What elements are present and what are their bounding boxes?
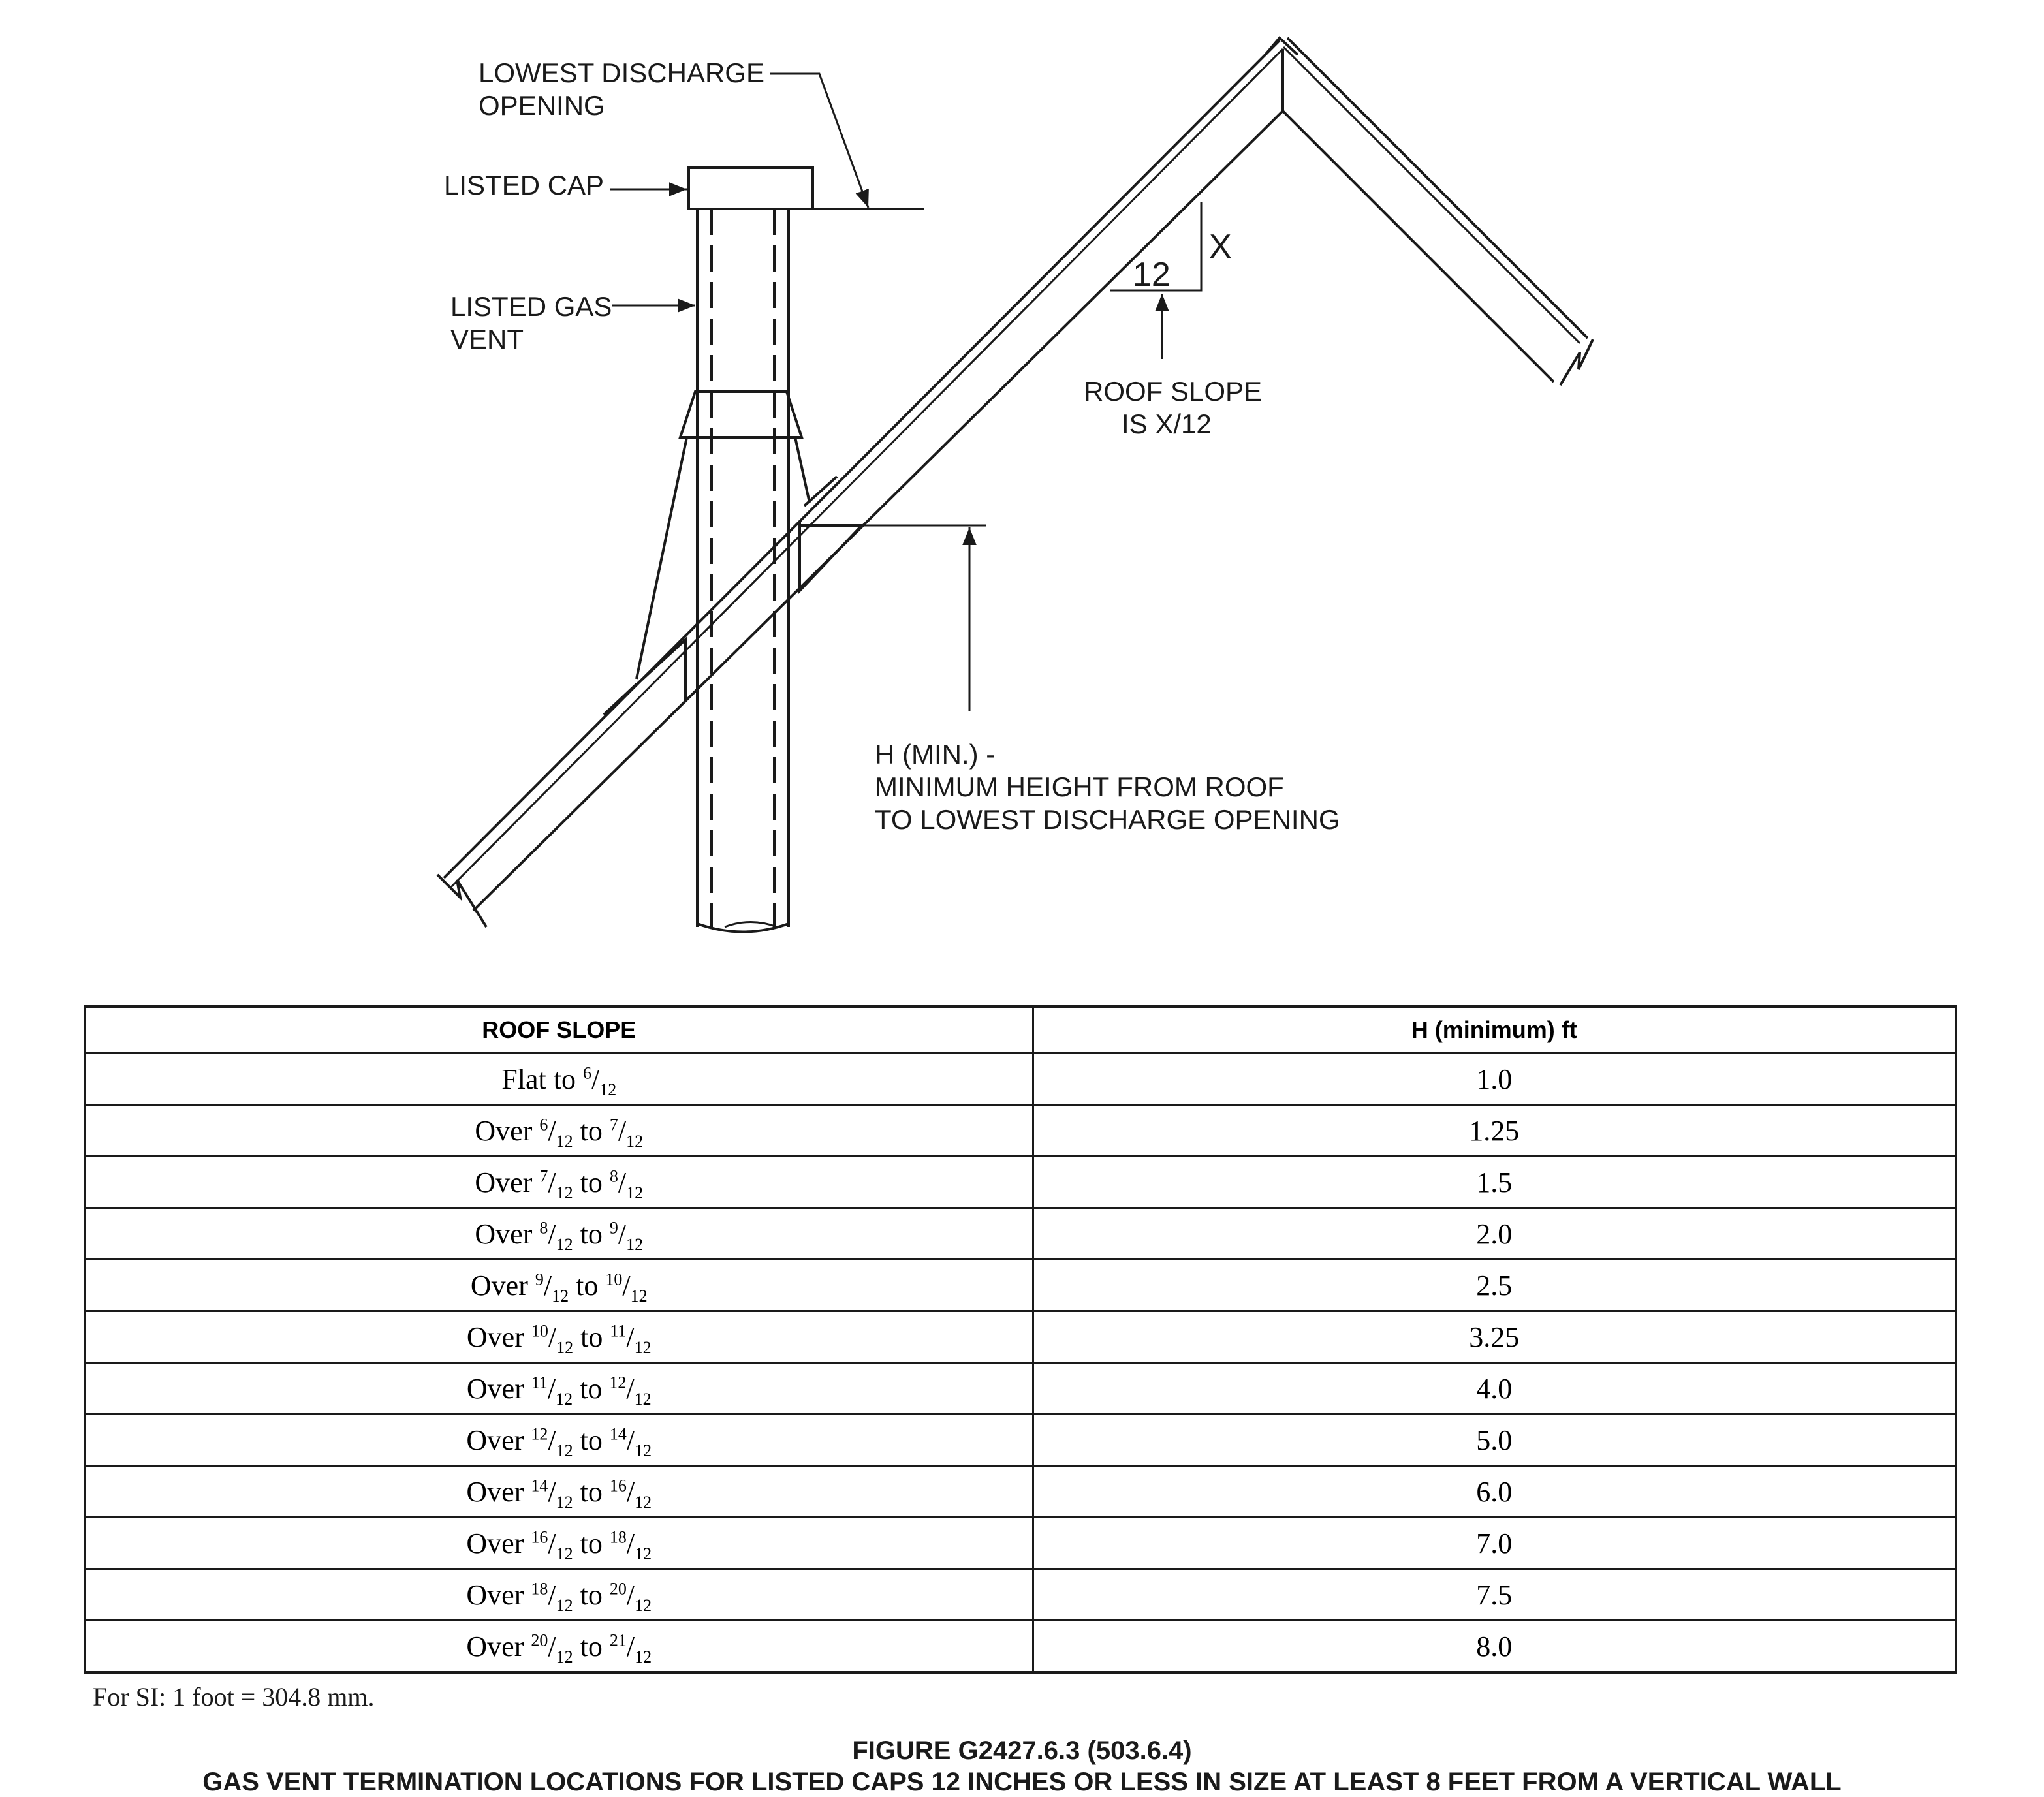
roof-slope-cell: Over $^{11}/_{12}$ to $^{12}/_{12}$ <box>85 1363 1033 1414</box>
slope-from-numerator: 12 <box>531 1424 548 1443</box>
h-minimum-cell: 1.25 <box>1033 1105 1956 1157</box>
listed-gas-vent <box>697 209 789 932</box>
slope-to-denominator: 12 <box>626 1131 644 1151</box>
table-row <box>85 1157 1956 1208</box>
slope-to-numerator: 10 <box>605 1269 623 1289</box>
roof-slope-cell: Over $^{16}/_{12}$ to $^{18}/_{12}$ <box>85 1518 1033 1569</box>
slope-to-numerator: 6 <box>582 1063 591 1082</box>
slope-from-denominator: 12 <box>556 1234 573 1254</box>
slope-to-denominator: 12 <box>635 1492 652 1512</box>
h-minimum-cell: 6.0 <box>1033 1466 1956 1518</box>
slope-prefix: Over <box>466 1527 524 1559</box>
slope-from-numerator: 6 <box>539 1114 548 1134</box>
slope-prefix: Over <box>466 1372 524 1405</box>
slope-from-numerator: 11 <box>531 1372 548 1392</box>
table-row <box>85 1569 1956 1621</box>
slope-from-denominator: 12 <box>556 1131 573 1151</box>
roof-slope-cell: Over $^8/_{12}$ to $^9/_{12}$ <box>85 1208 1033 1260</box>
slope-prefix: Over <box>475 1217 533 1250</box>
h-minimum-cell: 1.5 <box>1033 1157 1956 1208</box>
slope-from-numerator: 10 <box>531 1320 548 1340</box>
label-roof-slope: ROOF SLOPE <box>1084 376 1263 407</box>
si-note: For SI: 1 foot = 304.8 mm. <box>93 1682 375 1711</box>
slope-prefix: Over <box>466 1630 524 1663</box>
slope-to-numerator: 20 <box>609 1578 627 1598</box>
slope-to-numerator: 14 <box>609 1424 627 1443</box>
slope-to-numerator: 11 <box>610 1320 627 1340</box>
slope-from-numerator: 18 <box>531 1578 548 1598</box>
table-row <box>85 1105 1956 1157</box>
slope-from-denominator: 12 <box>552 1286 569 1305</box>
label-h-min-2: MINIMUM HEIGHT FROM ROOF <box>875 772 1284 802</box>
table-row <box>85 1260 1956 1311</box>
h-minimum-cell: 3.25 <box>1033 1311 1956 1363</box>
label-h-min-3: TO LOWEST DISCHARGE OPENING <box>875 804 1340 835</box>
table-row <box>85 1054 1956 1105</box>
slope-from-denominator: 12 <box>556 1337 574 1357</box>
slope-prefix: Flat to <box>501 1063 576 1095</box>
table-row <box>85 1621 1956 1673</box>
roof-slope-cell: Over $^7/_{12}$ to $^8/_{12}$ <box>85 1157 1033 1208</box>
roof-slope-cell: Flat to $^6/_{12}$ <box>85 1054 1033 1105</box>
slope-to-denominator: 12 <box>626 1183 644 1202</box>
slope-to-denominator: 12 <box>635 1595 652 1615</box>
h-minimum-cell: 2.0 <box>1033 1208 1956 1260</box>
listed-cap <box>689 168 813 209</box>
slope-prefix: Over <box>475 1166 533 1198</box>
slope-prefix: Over <box>466 1475 524 1508</box>
slope-from-denominator: 12 <box>556 1389 573 1409</box>
h-minimum-cell: 2.5 <box>1033 1260 1956 1311</box>
slope-to-denominator: 12 <box>626 1234 644 1254</box>
slope-from-denominator: 12 <box>556 1647 573 1666</box>
slope-prefix: Over <box>466 1424 524 1456</box>
slope-from-numerator: 20 <box>531 1630 548 1649</box>
roof-slope-cell: Over $^{12}/_{12}$ to $^{14}/_{12}$ <box>85 1414 1033 1466</box>
slope-to-numerator: 18 <box>609 1527 627 1546</box>
table-row <box>85 1208 1956 1260</box>
figure-title: GAS VENT TERMINATION LOCATIONS FOR LISTED CAPS 12 INCHES OR LESS IN SIZE AT LEAST 8 FEET FROM A VERTICAL WALL <box>202 1768 1842 1796</box>
slope-prefix: Over <box>475 1114 533 1147</box>
figure-number: FIGURE G2427.6.3 (503.6.4) <box>852 1736 1192 1765</box>
table-row <box>85 1311 1956 1363</box>
slope-from-numerator: 8 <box>539 1217 548 1237</box>
slope-to-numerator: 16 <box>609 1475 627 1495</box>
slope-to-numerator: 9 <box>609 1217 618 1237</box>
header-h-minimum: H (minimum) ft <box>1033 1007 1956 1054</box>
label-x: X <box>1209 228 1232 266</box>
slope-to-denominator: 12 <box>635 1441 652 1460</box>
slope-prefix: Over <box>470 1269 528 1302</box>
slope-from-denominator: 12 <box>556 1183 573 1202</box>
table-header-row <box>85 1007 1956 1054</box>
slope-to-denominator: 12 <box>635 1544 652 1563</box>
label-listed-cap: LISTED CAP <box>444 170 605 200</box>
label-twelve: 12 <box>1133 256 1171 294</box>
h-minimum-cell: 1.0 <box>1033 1054 1956 1105</box>
slope-from-denominator: 12 <box>556 1544 573 1563</box>
slope-to-numerator: 8 <box>609 1166 618 1185</box>
h-minimum-cell: 8.0 <box>1033 1621 1956 1673</box>
label-h-min: H (MIN.) - <box>875 739 996 770</box>
roof-slope-cell: Over $^{14}/_{12}$ to $^{16}/_{12}$ <box>85 1466 1033 1518</box>
slope-to-denominator: 12 <box>634 1337 652 1357</box>
roof-slope-table <box>84 1005 1957 1674</box>
slope-from-numerator: 16 <box>531 1527 548 1546</box>
slope-to-denominator: 12 <box>630 1286 648 1305</box>
h-minimum-cell: 7.0 <box>1033 1518 1956 1569</box>
slope-from-denominator: 12 <box>556 1595 573 1615</box>
label-lowest-discharge: LOWEST DISCHARGE <box>479 57 764 88</box>
roof-slope-cell: Over $^{20}/_{12}$ to $^{21}/_{12}$ <box>85 1621 1033 1673</box>
roof-slope-cell: Over $^9/_{12}$ to $^{10}/_{12}$ <box>85 1260 1033 1311</box>
slope-from-denominator: 12 <box>556 1441 573 1460</box>
slope-prefix: Over <box>466 1320 524 1353</box>
h-minimum-cell: 4.0 <box>1033 1363 1956 1414</box>
slope-from-numerator: 7 <box>539 1166 548 1185</box>
label-roof-slope-2: IS X/12 <box>1122 409 1212 439</box>
roof-slope-cell: Over $^{18}/_{12}$ to $^{20}/_{12}$ <box>85 1569 1033 1621</box>
table-row <box>85 1518 1956 1569</box>
table-row <box>85 1466 1956 1518</box>
table-body <box>85 1054 1956 1673</box>
slope-to-numerator: 7 <box>609 1114 618 1134</box>
roof-slope-cell: Over $^{10}/_{12}$ to $^{11}/_{12}$ <box>85 1311 1033 1363</box>
label-lowest-discharge-2: OPENING <box>479 90 605 121</box>
slope-to-numerator: 12 <box>609 1372 627 1392</box>
slope-to-numerator: 21 <box>609 1630 627 1649</box>
label-listed-gas-vent-2: VENT <box>450 324 524 354</box>
table-row <box>85 1363 1956 1414</box>
slope-from-denominator: 12 <box>556 1492 573 1512</box>
table-row <box>85 1414 1956 1466</box>
slope-to-denominator: 12 <box>634 1389 652 1409</box>
slope-to-denominator: 12 <box>599 1080 617 1099</box>
storm-collar <box>637 392 810 679</box>
slope-from-numerator: 14 <box>531 1475 548 1495</box>
slope-to-denominator: 12 <box>635 1647 652 1666</box>
h-minimum-cell: 5.0 <box>1033 1414 1956 1466</box>
leaders <box>610 74 1162 359</box>
header-roof-slope: ROOF SLOPE <box>85 1007 1033 1054</box>
roof-slope-cell: Over $^6/_{12}$ to $^7/_{12}$ <box>85 1105 1033 1157</box>
slope-from-numerator: 9 <box>535 1269 544 1289</box>
slope-prefix: Over <box>466 1578 524 1611</box>
label-listed-gas-vent: LISTED GAS <box>450 291 612 322</box>
h-minimum-cell: 7.5 <box>1033 1569 1956 1621</box>
